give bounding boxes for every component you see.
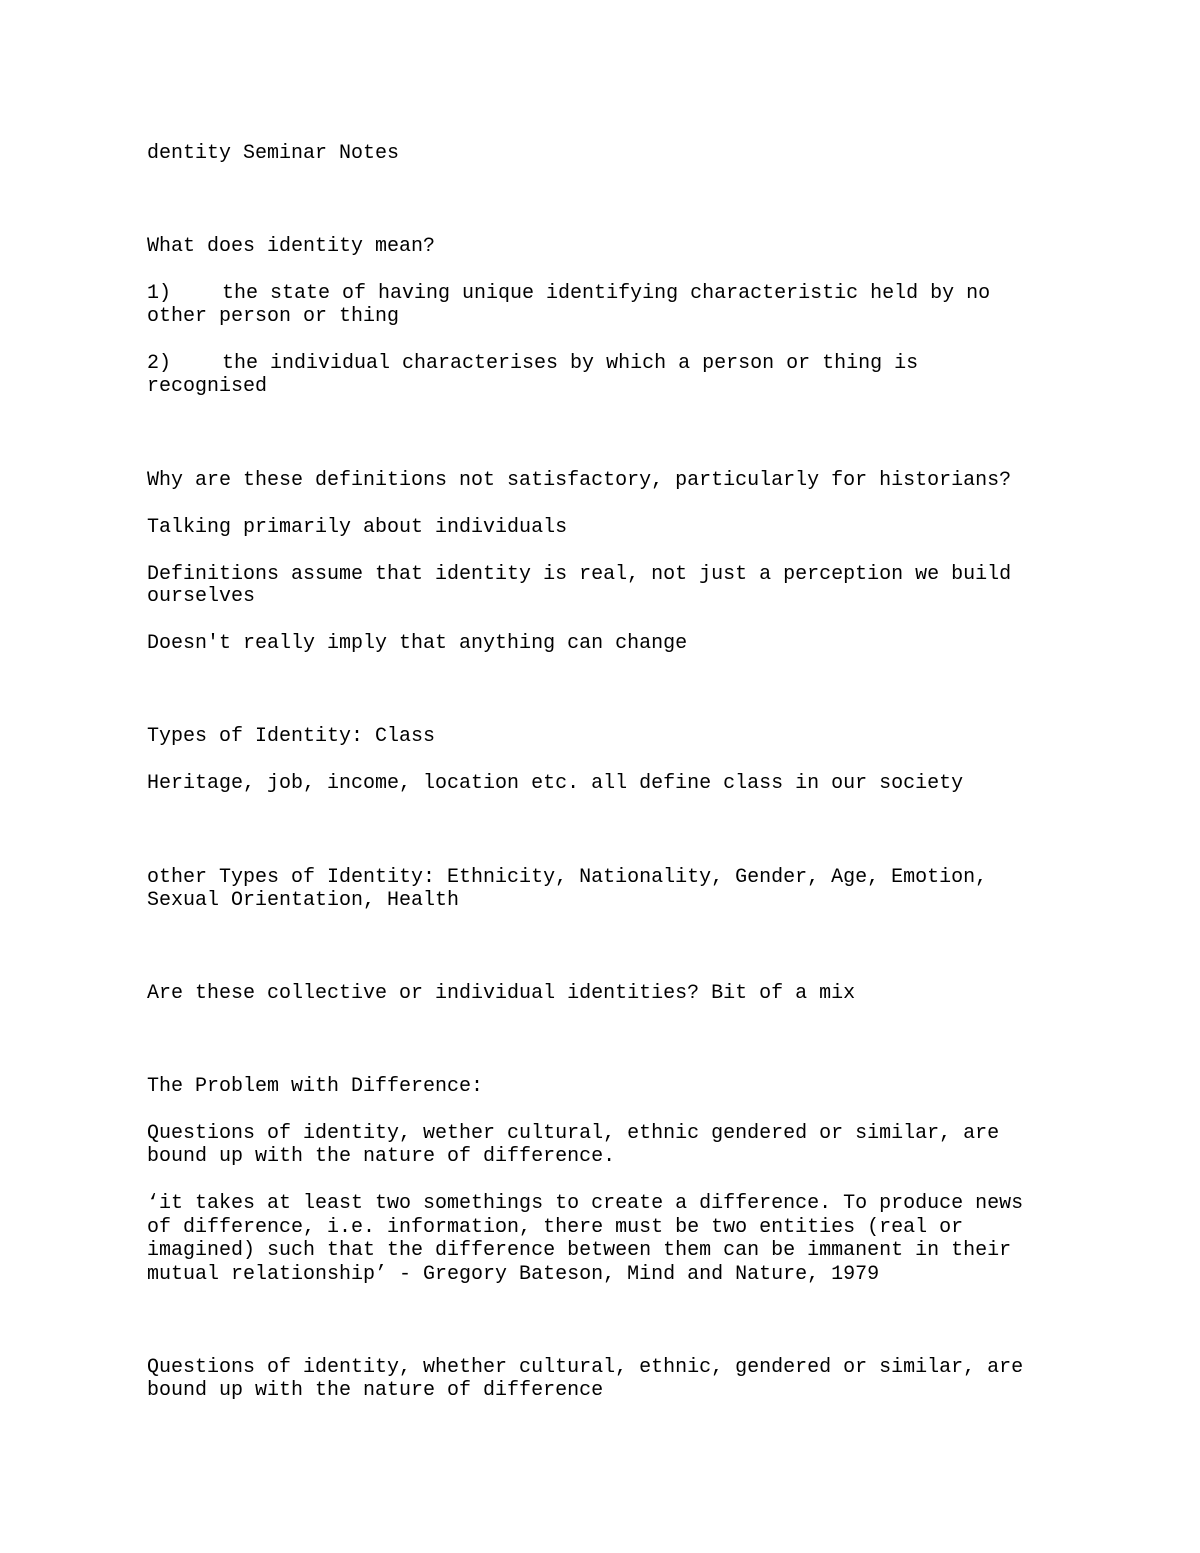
heading-class: Types of Identity: Class bbox=[147, 725, 436, 748]
other-types-line-2: Sexual Orientation, Health bbox=[147, 889, 460, 912]
heading-difference: The Problem with Difference: bbox=[147, 1075, 484, 1098]
quote-line-1: ‘it takes at least two somethings to create a difference. To produce news bbox=[147, 1192, 1024, 1215]
question-collective: Are these collective or individual identities? Bit of a mix bbox=[147, 982, 856, 1005]
point-real-line-2: ourselves bbox=[147, 585, 256, 608]
definition-1-line-2: other person or thing bbox=[147, 305, 400, 328]
question-identity-meaning: What does identity mean? bbox=[147, 235, 436, 258]
quote-line-4: mutual relationship’ - Gregory Bateson, Mind and Nature, 1979 bbox=[147, 1263, 880, 1286]
document-title: dentity Seminar Notes bbox=[147, 142, 400, 165]
definition-1-number: 1) bbox=[147, 282, 172, 305]
other-types-line-1: other Types of Identity: Ethnicity, Nationality, Gender, Age, Emotion, bbox=[147, 866, 988, 889]
point-individuals: Talking primarily about individuals bbox=[147, 516, 568, 539]
quote-line-3: imagined) such that the difference between them can be immanent in their bbox=[147, 1239, 1012, 1262]
difference-2-line-1: Questions of identity, whether cultural, ethnic, gendered or similar, are bbox=[147, 1356, 1024, 1379]
difference-2-line-2: bound up with the nature of difference bbox=[147, 1379, 604, 1402]
question-definitions: Why are these definitions not satisfactory, particularly for historians? bbox=[147, 469, 1012, 492]
definition-1-text: the state of having unique identifying characteristic held by no bbox=[222, 282, 991, 305]
difference-1-line-2: bound up with the nature of difference. bbox=[147, 1145, 616, 1168]
difference-1-line-1: Questions of identity, wether cultural, ethnic gendered or similar, are bbox=[147, 1122, 1000, 1145]
point-real-line-1: Definitions assume that identity is real, not just a perception we build bbox=[147, 563, 1012, 586]
definition-2-line-1 bbox=[147, 352, 918, 375]
quote-line-2: of difference, i.e. information, there must be two entities (real or bbox=[147, 1216, 964, 1239]
point-change: Doesn't really imply that anything can change bbox=[147, 632, 688, 655]
class-description: Heritage, job, income, location etc. all define class in our society bbox=[147, 772, 964, 795]
definition-2-line-2: recognised bbox=[147, 375, 268, 398]
definition-2-text: the individual characterises by which a person or thing is bbox=[222, 352, 919, 375]
definition-1-line-1 bbox=[147, 282, 990, 305]
definition-2-number: 2) bbox=[147, 352, 172, 375]
